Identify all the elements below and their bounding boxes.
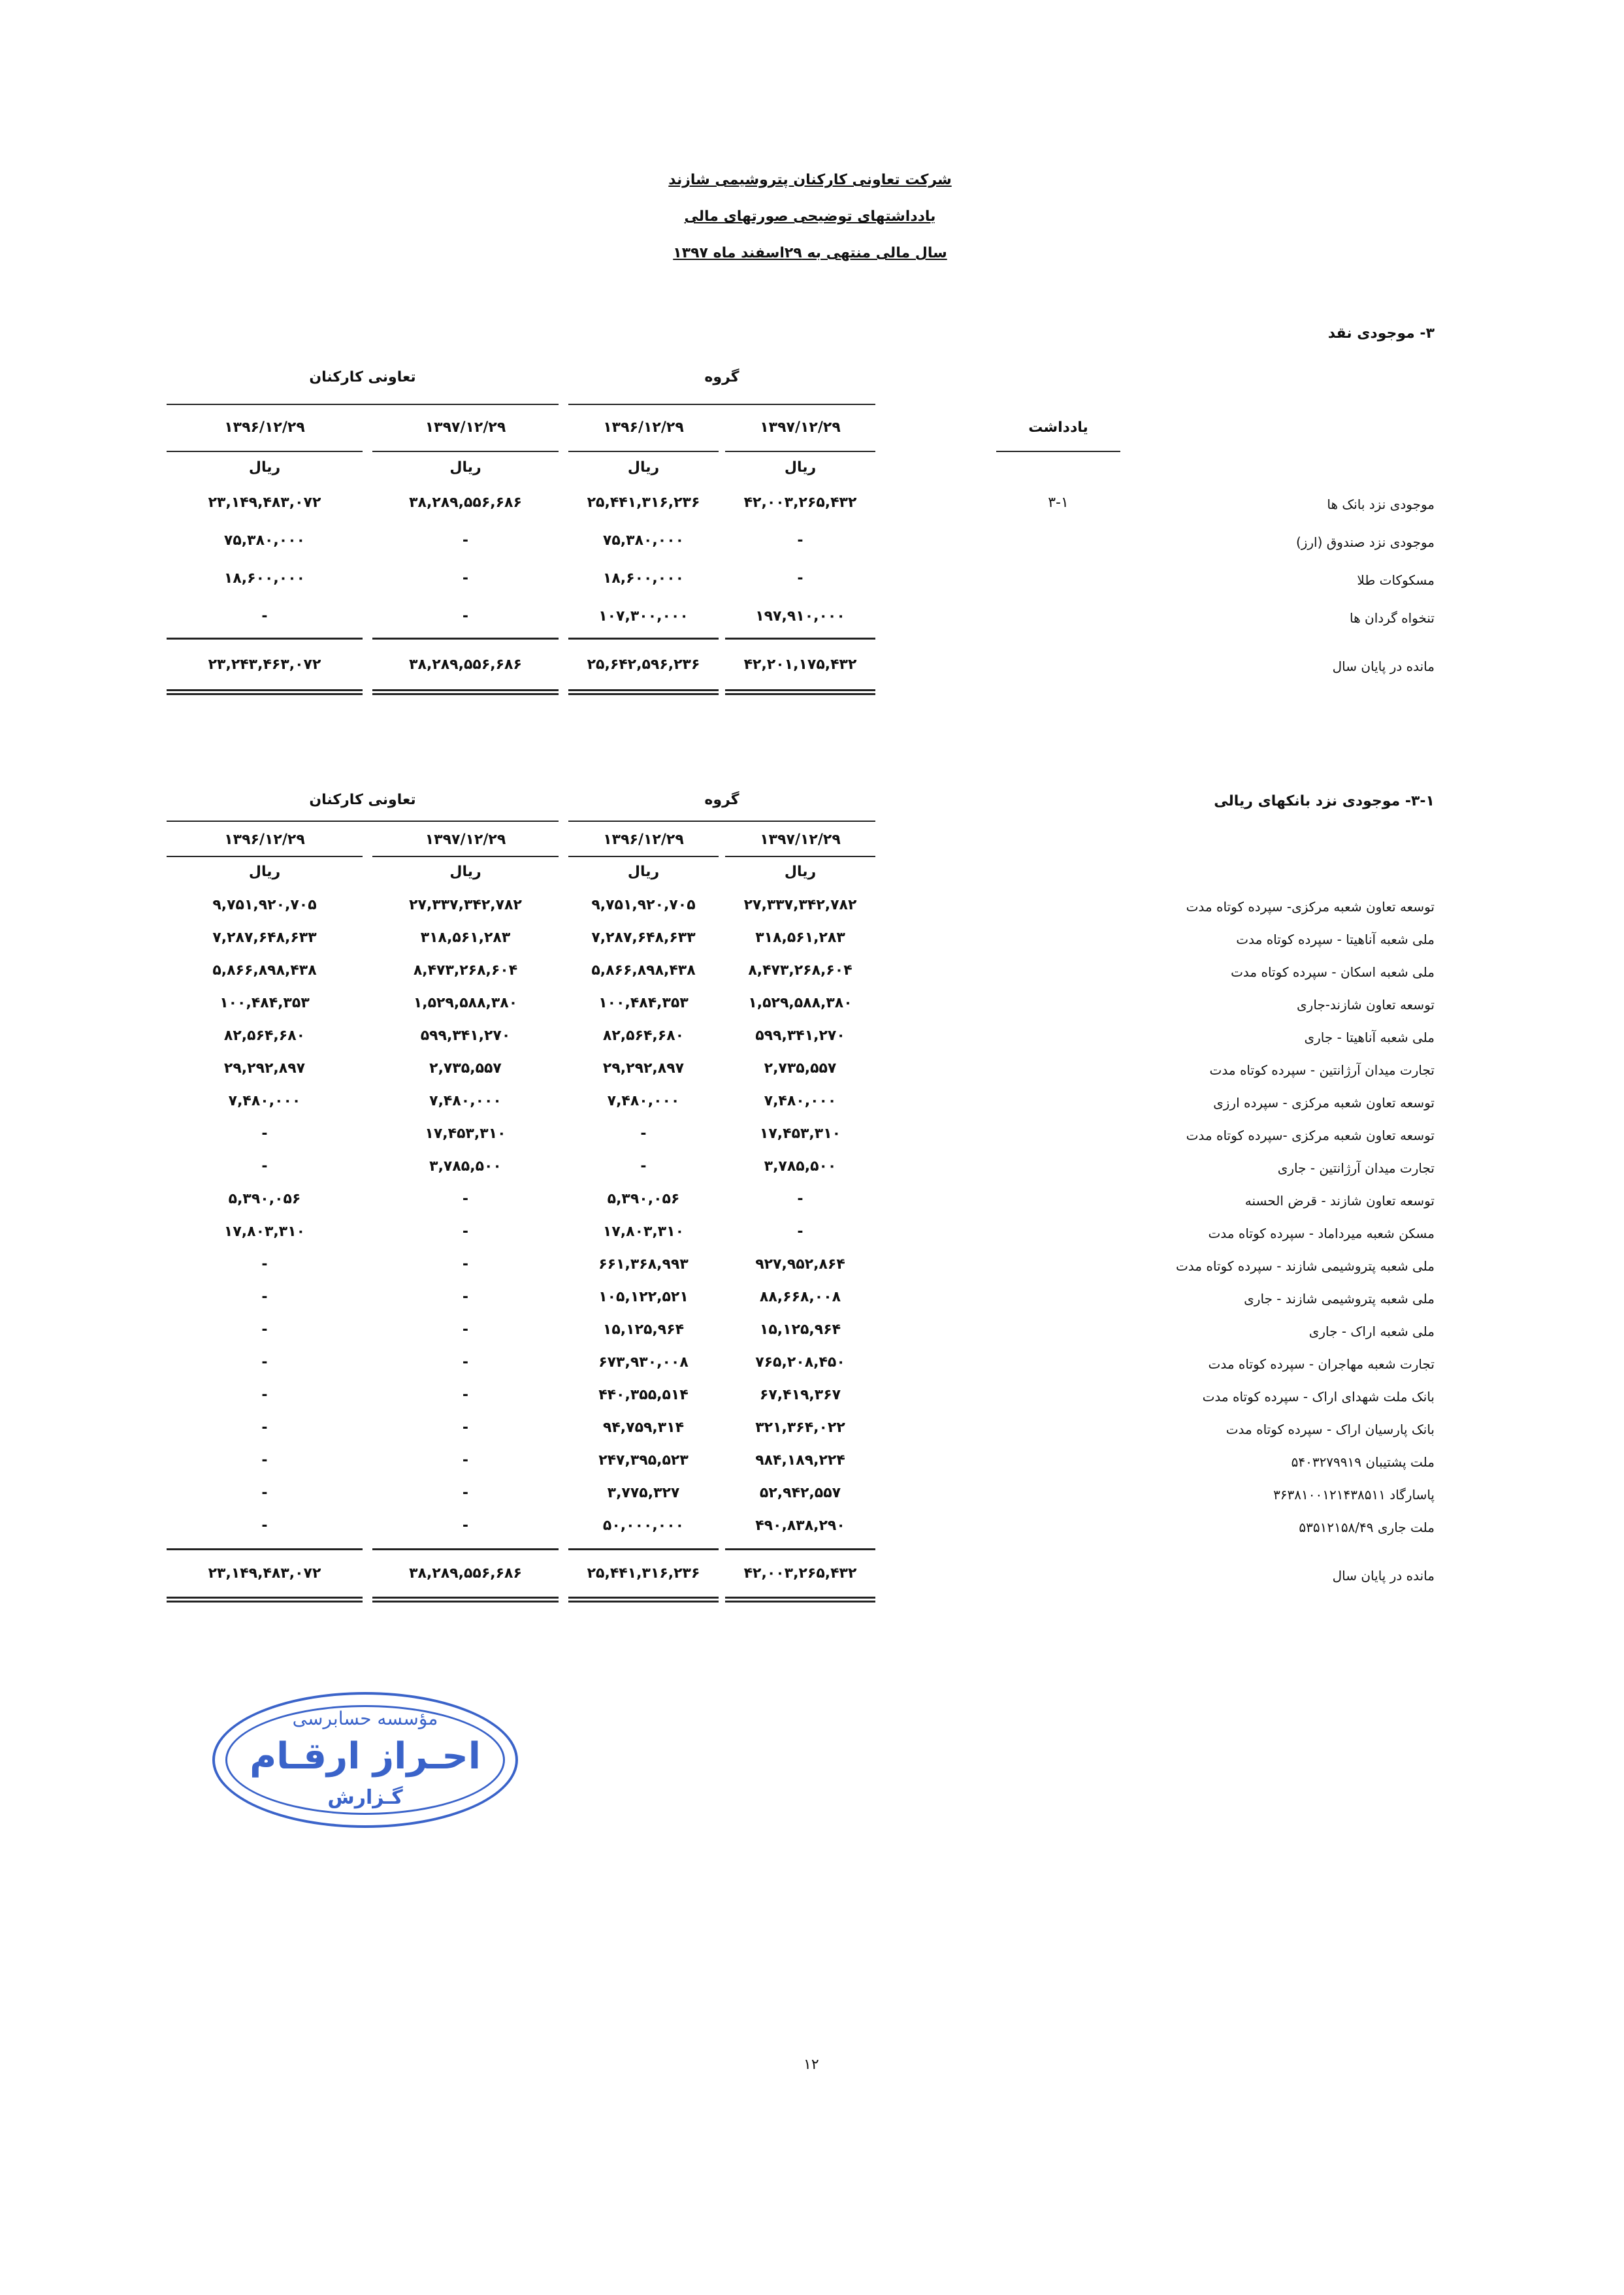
date-col-1: ۱۳۹۷/۱۲/۲۹ (760, 419, 841, 436)
cash-row-value-3: - (462, 608, 469, 625)
bank-total-double-3b (372, 1601, 559, 1603)
report-subtitle: یادداشتهای توضیحی صورتهای مالی (684, 208, 936, 225)
date2-col-3: ۱۳۹۷/۱۲/۲۹ (425, 832, 506, 848)
cash-row-value-2: ۱۸,۶۰۰,۰۰۰ (602, 570, 685, 587)
cash-row-label: مسکوکات طلا (1357, 572, 1435, 588)
bank-total-label: مانده در پایان سال (1332, 1568, 1435, 1584)
coop-header-rule (167, 404, 559, 405)
unit-col-2: ریال (627, 459, 660, 476)
bank-row-value-4: - (261, 1158, 268, 1175)
bank-row-label: ملی شعبه اسکان - سپرده کوتاه مدت (1231, 964, 1435, 980)
bank-total-double-2b (568, 1601, 719, 1603)
coop-header-rule-2 (167, 821, 559, 822)
cash-row-value-4: ۲۳,۱۴۹,۴۸۳,۰۷۲ (208, 495, 321, 511)
bank-total-value-1: ۴۲,۰۰۳,۲۶۵,۴۳۲ (743, 1565, 857, 1582)
bank-row-value-4: - (261, 1485, 268, 1501)
bank-row-value-2: ۲۴۷,۳۹۵,۵۲۳ (598, 1452, 689, 1469)
bank-total-value-3: ۳۸,۲۸۹,۵۵۶,۶۸۶ (409, 1565, 522, 1582)
bank-row-value-3: ۳,۷۸۵,۵۰۰ (429, 1158, 502, 1175)
bank-row-value-2: ۷,۲۸۷,۶۴۸,۶۳۳ (591, 930, 696, 946)
bank-row-value-3: - (462, 1354, 469, 1371)
note-header: یادداشت (1028, 419, 1088, 436)
date-rule-4 (167, 451, 363, 452)
bank-row-label: ملی شعبه آناهیتا - سپرده کوتاه مدت (1236, 932, 1435, 947)
bank-row-value-1: ۷,۴۸۰,۰۰۰ (764, 1093, 837, 1109)
total-double-rule-3b (372, 693, 559, 695)
total-double-rule-4a (167, 689, 363, 691)
bank-row-value-3: - (462, 1224, 469, 1240)
bank-row-value-1: ۱,۵۲۹,۵۸۸,۳۸۰ (748, 995, 853, 1011)
unit2-col-1: ریال (784, 864, 817, 880)
bank-row-value-2: ۵,۸۶۶,۸۹۸,۴۳۸ (591, 962, 696, 979)
unit2-col-3: ریال (449, 864, 481, 880)
page-number: ۱۲ (804, 2057, 819, 2073)
bank-row-value-1: ۴۹۰,۸۳۸,۲۹۰ (755, 1518, 845, 1534)
bank-row-value-3: - (462, 1518, 469, 1534)
total-top-rule-4 (167, 638, 363, 640)
total-double-rule-3a (372, 689, 559, 691)
bank-row-value-3: - (462, 1256, 469, 1273)
unit-col-3: ریال (449, 459, 481, 476)
bank-row-value-2: ۹۴,۷۵۹,۳۱۴ (602, 1420, 685, 1436)
bank-row-value-1: ۲,۷۳۵,۵۵۷ (764, 1060, 837, 1077)
bank-row-value-3: ۱۷,۴۵۳,۳۱۰ (425, 1126, 506, 1142)
cash-total-label: مانده در پایان سال (1332, 659, 1435, 674)
bank-row-value-4: ۵,۳۹۰,۰۵۶ (228, 1191, 301, 1207)
bank-row-label: توسعه تعاون شازند - قرض الحسنه (1244, 1193, 1435, 1209)
bank-row-label: توسعه تعاون شازند-جاری (1297, 997, 1435, 1013)
bank-row-label: ملت پشتیبان ۵۴۰۳۲۷۹۹۱۹ (1291, 1454, 1435, 1470)
bank-total-double-1a (725, 1597, 875, 1599)
date-rule-2 (568, 451, 719, 452)
bank-row-value-3: - (462, 1191, 469, 1207)
date2-rule-4 (167, 856, 363, 857)
cash-total-value-1: ۴۲,۲۰۱,۱۷۵,۴۳۲ (743, 657, 857, 673)
group-header: گروه (704, 369, 739, 385)
bank-row-value-2: ۵,۳۹۰,۰۵۶ (607, 1191, 680, 1207)
bank-row-value-4: ۵,۸۶۶,۸۹۸,۴۳۸ (212, 962, 317, 979)
cash-total-value-2: ۲۵,۶۴۲,۵۹۶,۲۳۶ (587, 657, 700, 673)
bank-row-value-3: ۲,۷۳۵,۵۵۷ (429, 1060, 502, 1077)
bank-row-label: ملت جاری ۵۳۵۱۲۱۵۸/۴۹ (1299, 1520, 1435, 1535)
bank-row-value-3: ۸,۴۷۳,۲۶۸,۶۰۴ (413, 962, 518, 979)
bank-row-value-4: - (261, 1289, 268, 1305)
total-double-rule-2a (568, 689, 719, 691)
cash-row-value-2: ۱۰۷,۳۰۰,۰۰۰ (598, 608, 689, 625)
bank-row-label: بانک پارسیان اراک - سپرده کوتاه مدت (1226, 1422, 1435, 1437)
bank-row-value-4: - (261, 1387, 268, 1403)
cash-total-value-4: ۲۳,۲۴۳,۴۶۳,۰۷۲ (208, 657, 321, 673)
bank-total-double-4a (167, 1597, 363, 1599)
bank-total-value-2: ۲۵,۴۴۱,۳۱۶,۲۳۶ (587, 1565, 700, 1582)
bank-row-value-1: ۶۷,۴۱۹,۳۶۷ (759, 1387, 841, 1403)
cash-row-label: موجودی نزد بانک ها (1327, 496, 1435, 512)
total-double-rule-1a (725, 689, 875, 691)
bank-row-value-3: ۳۱۸,۵۶۱,۲۸۳ (420, 930, 511, 946)
bank-row-value-2: ۱۰۵,۱۲۲,۵۲۱ (598, 1289, 689, 1305)
cash-row-value-1: ۴۲,۰۰۳,۲۶۵,۴۳۲ (743, 495, 857, 511)
date-col-2: ۱۳۹۶/۱۲/۲۹ (603, 419, 684, 436)
bank-row-value-2: ۴۴۰,۳۵۵,۵۱۴ (598, 1387, 689, 1403)
cash-row-value-3: - (462, 570, 469, 587)
bank-total-top-rule-3 (372, 1548, 559, 1550)
bank-total-value-4: ۲۳,۱۴۹,۴۸۳,۰۷۲ (208, 1565, 321, 1582)
bank-row-label: تجارت شعبه مهاجران - سپرده کوتاه مدت (1208, 1356, 1435, 1372)
bank-row-value-2: ۶۷۳,۹۳۰,۰۰۸ (598, 1354, 689, 1371)
company-name: شرکت تعاونی کارکنان پتروشیمی شازند (668, 172, 952, 188)
bank-row-label: ملی شعبه پتروشیمی شازند - جاری (1244, 1291, 1435, 1307)
total-double-rule-1b (725, 693, 875, 695)
bank-row-value-1: ۵۹۹,۳۴۱,۲۷۰ (755, 1028, 845, 1044)
date2-col-2: ۱۳۹۶/۱۲/۲۹ (603, 832, 684, 848)
bank-row-value-1: ۹۸۴,۱۸۹,۲۲۴ (755, 1452, 845, 1469)
total-top-rule-3 (372, 638, 559, 640)
bank-row-value-1: ۳,۷۸۵,۵۰۰ (764, 1158, 837, 1175)
date-col-3: ۱۳۹۷/۱۲/۲۹ (425, 419, 506, 436)
bank-total-double-2a (568, 1597, 719, 1599)
bank-row-value-2: ۱۰۰,۴۸۴,۳۵۳ (598, 995, 689, 1011)
bank-row-value-4: ۲۹,۲۹۲,۸۹۷ (223, 1060, 306, 1077)
bank-row-value-1: ۵۲,۹۴۲,۵۵۷ (759, 1485, 841, 1501)
report-header (653, 162, 967, 272)
bank-row-value-1: ۱۷,۴۵۳,۳۱۰ (759, 1126, 841, 1142)
bank-row-value-2: ۹,۷۵۱,۹۲۰,۷۰۵ (591, 897, 696, 913)
cash-row-label: تنخواه گردان ها (1350, 610, 1435, 626)
bank-row-value-3: - (462, 1322, 469, 1338)
bank-row-label: توسعه تعاون شعبه مرکزی - سپرده ارزی (1213, 1095, 1435, 1111)
bank-row-value-3: - (462, 1289, 469, 1305)
bank-row-value-1: ۷۶۵,۲۰۸,۴۵۰ (755, 1354, 845, 1371)
group-header-rule-2 (568, 821, 875, 822)
bank-row-label: تجارت میدان آرژانتین - جاری (1277, 1160, 1435, 1176)
bank-row-value-2: ۷,۴۸۰,۰۰۰ (607, 1093, 680, 1109)
bank-row-value-4: - (261, 1354, 268, 1371)
stamp-line-2: احـراز ارقـام (250, 1735, 481, 1778)
date2-rule-1 (725, 856, 875, 857)
bank-row-value-4: ۷,۲۸۷,۶۴۸,۶۳۳ (212, 930, 317, 946)
cash-row-value-2: ۲۵,۴۴۱,۳۱۶,۲۳۶ (587, 495, 700, 511)
bank-total-double-1b (725, 1601, 875, 1603)
bank-row-label: تجارت میدان آرژانتین - سپرده کوتاه مدت (1209, 1062, 1435, 1078)
bank-row-label: توسعه تعاون شعبه مرکزی- سپرده کوتاه مدت (1186, 899, 1435, 915)
bank-row-value-4: ۹,۷۵۱,۹۲۰,۷۰۵ (212, 897, 317, 913)
cash-total-value-3: ۳۸,۲۸۹,۵۵۶,۶۸۶ (409, 657, 522, 673)
total-top-rule-1 (725, 638, 875, 640)
bank-row-value-4: - (261, 1256, 268, 1273)
auditor-stamp (212, 1692, 518, 1828)
bank-row-value-3: ۱,۵۲۹,۵۸۸,۳۸۰ (413, 995, 518, 1011)
cash-row-value-1: - (797, 570, 804, 587)
bank-row-label: توسعه تعاون شعبه مرکزی -سپرده کوتاه مدت (1186, 1128, 1435, 1143)
bank-total-top-rule-1 (725, 1548, 875, 1550)
bank-row-value-3: - (462, 1387, 469, 1403)
bank-row-value-3: ۷,۴۸۰,۰۰۰ (429, 1093, 502, 1109)
bank-row-value-2: ۶۶۱,۳۶۸,۹۹۳ (598, 1256, 689, 1273)
bank-row-value-3: - (462, 1452, 469, 1469)
stamp-line-3: گـزارش (327, 1786, 403, 1809)
cash-row-value-3: - (462, 532, 469, 549)
bank-row-value-1: ۲۷,۳۳۷,۳۴۲,۷۸۲ (743, 897, 857, 913)
cash-row-value-1: ۱۹۷,۹۱۰,۰۰۰ (755, 608, 845, 625)
date2-rule-2 (568, 856, 719, 857)
note-rule (996, 451, 1120, 452)
date2-rule-3 (372, 856, 559, 857)
bank-row-value-4: ۷,۴۸۰,۰۰۰ (228, 1093, 301, 1109)
cash-row-value-1: - (797, 532, 804, 549)
unit2-col-4: ریال (248, 864, 281, 880)
bank-row-value-1: ۸,۴۷۳,۲۶۸,۶۰۴ (748, 962, 853, 979)
coop-header: تعاونی کارکنان (309, 369, 416, 385)
bank-row-label: ملی شعبه آناهیتا - جاری (1304, 1030, 1435, 1045)
total-double-rule-2b (568, 693, 719, 695)
date2-col-1: ۱۳۹۷/۱۲/۲۹ (760, 832, 841, 848)
bank-row-value-3: ۵۹۹,۳۴۱,۲۷۰ (420, 1028, 511, 1044)
bank-row-value-3: - (462, 1485, 469, 1501)
cash-row-value-4: ۱۸,۶۰۰,۰۰۰ (223, 570, 306, 587)
bank-row-value-1: - (797, 1224, 804, 1240)
cash-row-value-2: ۷۵,۳۸۰,۰۰۰ (602, 532, 685, 549)
date-rule-3 (372, 451, 559, 452)
bank-row-value-4: - (261, 1452, 268, 1469)
bank-total-top-rule-2 (568, 1548, 719, 1550)
bank-row-value-4: - (261, 1126, 268, 1142)
bank-row-label: پاسارگاد ۳۶۳۸۱۰۰۱۲۱۴۳۸۵۱۱ (1273, 1487, 1435, 1503)
date-col-4: ۱۳۹۶/۱۲/۲۹ (224, 419, 305, 436)
cash-row-label: موجودی نزد صندوق (ارز) (1295, 534, 1435, 550)
bank-row-value-4: ۸۲,۵۶۴,۶۸۰ (223, 1028, 306, 1044)
fiscal-period: سال مالی منتهی به ۲۹اسفند ماه ۱۳۹۷ (673, 245, 947, 261)
group-header-rule (568, 404, 875, 405)
bank-row-label: مسکن شعبه میرداماد - سپرده کوتاه مدت (1208, 1226, 1435, 1241)
bank-row-value-4: - (261, 1322, 268, 1338)
bank-row-value-3: - (462, 1420, 469, 1436)
total-double-rule-4b (167, 693, 363, 695)
bank-row-value-2: - (640, 1158, 647, 1175)
bank-row-value-2: ۱۵,۱۲۵,۹۶۴ (602, 1322, 685, 1338)
bank-row-value-4: - (261, 1518, 268, 1534)
bank-row-value-2: ۸۲,۵۶۴,۶۸۰ (602, 1028, 685, 1044)
bank-row-value-2: ۲۹,۲۹۲,۸۹۷ (602, 1060, 685, 1077)
bank-row-value-1: ۳۲۱,۳۶۴,۰۲۲ (755, 1420, 845, 1436)
bank-row-value-2: ۱۷,۸۰۳,۳۱۰ (602, 1224, 685, 1240)
unit2-col-2: ریال (627, 864, 660, 880)
bank-row-value-4: - (261, 1420, 268, 1436)
bank-row-value-4: ۱۰۰,۴۸۴,۳۵۳ (219, 995, 310, 1011)
bank-row-value-1: ۱۵,۱۲۵,۹۶۴ (759, 1322, 841, 1338)
date2-col-4: ۱۳۹۶/۱۲/۲۹ (224, 832, 305, 848)
bank-row-value-2: - (640, 1126, 647, 1142)
unit-col-4: ریال (248, 459, 281, 476)
bank-row-value-1: ۸۸,۶۶۸,۰۰۸ (759, 1289, 841, 1305)
bank-row-value-1: - (797, 1191, 804, 1207)
bank-row-label: ملی شعبه پتروشیمی شازند - سپرده کوتاه مدت (1175, 1258, 1435, 1274)
bank-row-value-4: ۱۷,۸۰۳,۳۱۰ (223, 1224, 306, 1240)
bank-row-value-1: ۳۱۸,۵۶۱,۲۸۳ (755, 930, 845, 946)
bank-row-value-2: ۳,۷۷۵,۳۲۷ (607, 1485, 680, 1501)
coop-header-2: تعاونی کارکنان (309, 792, 416, 808)
date-rule-1 (725, 451, 875, 452)
cash-row-value-3: ۳۸,۲۸۹,۵۵۶,۶۸۶ (409, 495, 522, 511)
section-title-bank-balances: ۳-۱- موجودی نزد بانکهای ریالی (1214, 793, 1435, 809)
group-header-2: گروه (704, 792, 739, 808)
bank-row-value-2: ۵۰,۰۰۰,۰۰۰ (602, 1518, 685, 1534)
cash-row-value-4: - (261, 608, 268, 625)
bank-total-double-3a (372, 1597, 559, 1599)
stamp-line-1: مؤسسه حسابرسی (292, 1708, 438, 1729)
unit-col-1: ریال (784, 459, 817, 476)
cash-row-value-4: ۷۵,۳۸۰,۰۰۰ (223, 532, 306, 549)
bank-row-label: ملی شعبه اراک - جاری (1308, 1324, 1435, 1339)
bank-total-double-4b (167, 1601, 363, 1603)
bank-row-label: بانک ملت شهدای اراک - سپرده کوتاه مدت (1202, 1389, 1435, 1405)
total-top-rule-2 (568, 638, 719, 640)
bank-row-value-1: ۹۲۷,۹۵۲,۸۶۴ (755, 1256, 845, 1273)
cash-row-note: ۳-۱ (1048, 495, 1069, 511)
bank-total-top-rule-4 (167, 1548, 363, 1550)
bank-row-value-3: ۲۷,۳۳۷,۳۴۲,۷۸۲ (409, 897, 522, 913)
section-title-cash: ۳- موجودی نقد (1327, 325, 1435, 342)
